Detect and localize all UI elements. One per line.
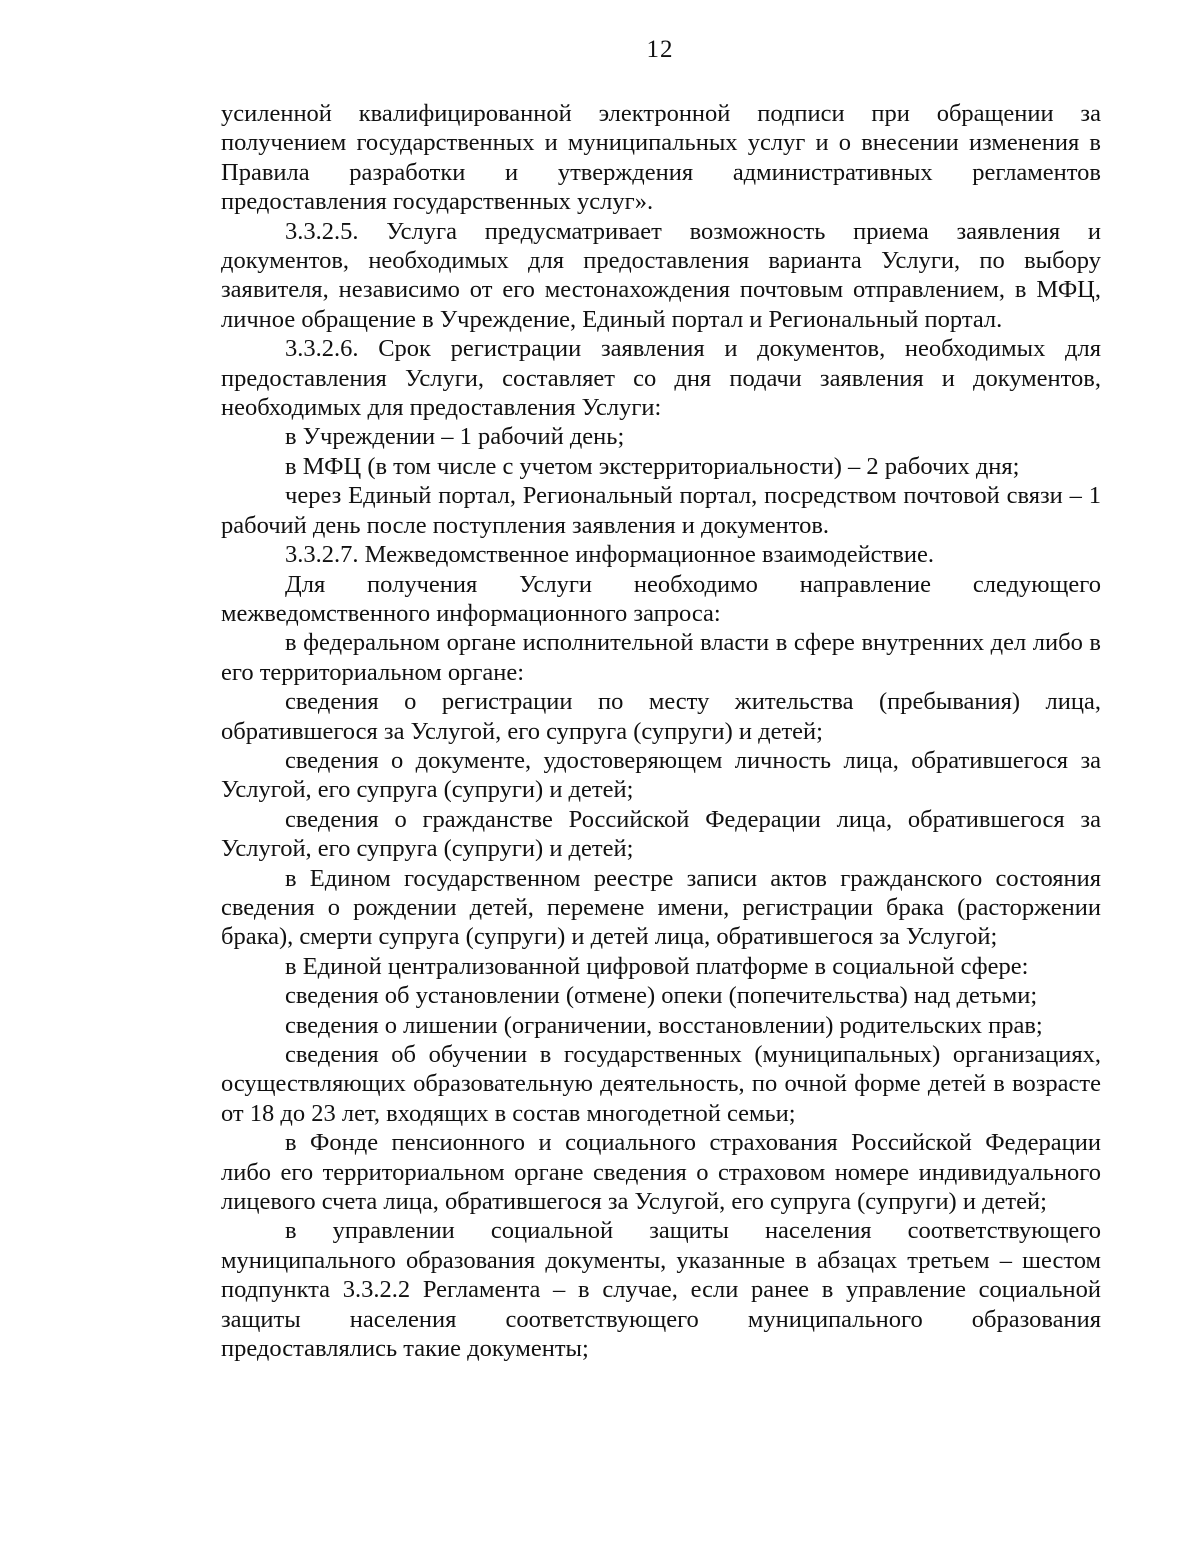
paragraph-education: сведения об обучении в государственных (муниципальных) организациях, осуществляющих образовательную деятельность, по очной форме детей в возрасте от 18 до 23 лет, входящих в состав многодетной семьи; xyxy=(221,1041,1101,1127)
paragraph-internal-affairs: в федеральном органе исполнительной власти в сфере внутренних дел либо в его территориальном органе: xyxy=(221,629,1101,686)
paragraph-social-protection: в управлении социальной защиты населения соответствующего муниципального образования документы, указанные в абзацах третьем – шестом подпункта 3.3.2.2 Регламента – в случае, если ранее в управление социальной защиты населения соответствующего муниципального образования предоставлялись такие документы; xyxy=(221,1217,1101,1363)
paragraph-parental-rights: сведения о лишении (ограничении, восстановлении) родительских прав; xyxy=(285,1011,1043,1039)
paragraph-term-institution: в Учреждении – 1 рабочий день; xyxy=(285,423,625,451)
paragraph-civil-registry: в Едином государственном реестре записи актов гражданского состояния сведения о рождении детей, перемене имени, регистрации брака (расторжении брака), смерти супруга (супруги) и детей лица, обратившегося за Услугой; xyxy=(221,864,1101,951)
paragraph-guardianship: сведения об установлении (отмене) опеки (попечительства) над детьми; xyxy=(285,982,1038,1010)
paragraph-pension-fund: в Фонде пенсионного и социального страхования Российской Федерации либо его территориальном органе сведения о страховом номере индивидуального лицевого счета лица, обратившегося за Услугой, его супруга (супруги) и детей; xyxy=(221,1129,1101,1216)
paragraph-3-3-2-6: 3.3.2.6. Срок регистрации заявления и документов, необходимых для предоставления Услуги, составляет со дня подачи заявления и документов, необходимых для предоставления Услуги: xyxy=(221,335,1101,422)
paragraph-continuation: усиленной квалифицированной электронной подписи при обращении за получением государственных и муниципальных услуг и о внесении изменения в Правила разработки и утверждения административных регламентов предоставления государственных услуг». xyxy=(221,100,1101,216)
paragraph-3-3-2-7: 3.3.2.7. Межведомственное информационное взаимодействие. xyxy=(285,541,934,569)
paragraph-request-intro: Для получения Услуги необходимо направление следующего межведомственного информационного запроса: xyxy=(221,570,1101,627)
page-number: 12 xyxy=(646,36,674,63)
paragraph-digital-platform: в Единой централизованной цифровой платформе в социальной сфере: xyxy=(285,952,1029,980)
paragraph-registration-info: сведения о регистрации по месту жительства (пребывания) лица, обратившегося за Услугой, его супруга (супруги) и детей; xyxy=(221,688,1101,745)
paragraph-3-3-2-5: 3.3.2.5. Услуга предусматривает возможность приема заявления и документов, необходимых для предоставления варианта Услуги, по выбору заявителя, независимо от его местонахождения почтовым отправлением, в МФЦ, личное обращение в Учреждение, Единый портал и Региональный портал. xyxy=(221,217,1101,333)
paragraph-citizenship: сведения о гражданстве Российской Федерации лица, обратившегося за Услугой, его супруга (супруги) и детей; xyxy=(221,805,1101,863)
paragraph-identity-document: сведения о документе, удостоверяющем личность лица, обратившегося за Услугой, его супруга (супруги) и детей; xyxy=(221,746,1101,804)
paragraph-term-mfc: в МФЦ (в том числе с учетом экстерриториальности) – 2 рабочих дня; xyxy=(285,452,1020,480)
document-body xyxy=(221,99,1101,1363)
paragraph-term-portal: через Единый портал, Региональный портал, посредством почтовой связи – 1 рабочий день после поступления заявления и документов. xyxy=(221,482,1101,539)
